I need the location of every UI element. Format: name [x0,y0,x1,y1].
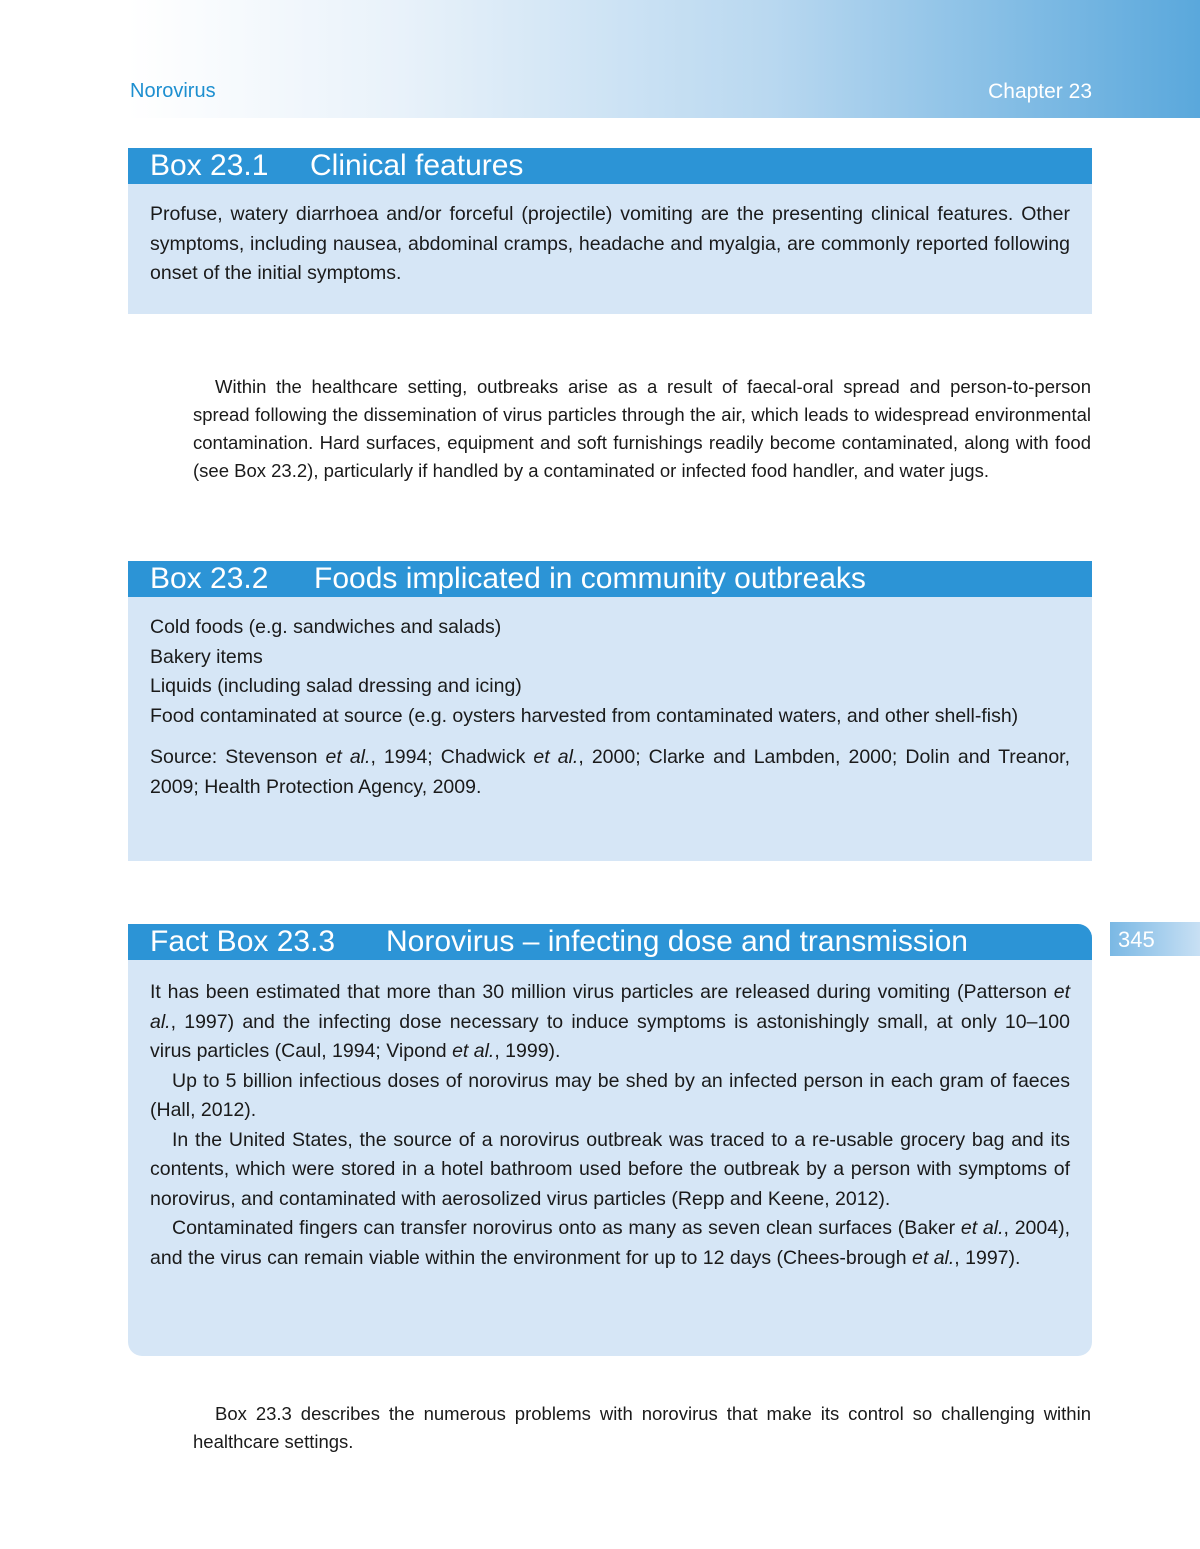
box-header [128,924,1092,960]
box-title: Foods implicated in community outbreaks [314,562,866,595]
paragraph-text: Within the healthcare setting, outbreaks arise as a result of faecal-oral spread and person-to-person spread following the dissemination of virus particles through the air, which leads to widespread environmental contamination. Hard surfaces, equipment and soft furnishings readily become contaminated, along with food (see Box 23.2), particularly if handled by a contaminated or infected food handler, and water jugs. [193,376,1091,481]
list-item: Cold foods (e.g. sandwiches and salads) [150,616,502,638]
box-foods-implicated [128,561,1092,861]
box-clinical-features [128,148,1092,314]
box-title: Norovirus – infecting dose and transmission [386,925,968,958]
box-text: Profuse, watery diarrhoea and/or forceful (projectile) vomiting are the presenting clinical features. Other symptoms, including nausea, abdominal cramps, headache and myalgia, are commonly reported following onset of the initial symptoms. [150,203,1070,284]
page-number: 345 [1110,922,1200,956]
fact-paragraph: It has been estimated that more than 30 million virus particles are released during vomiting (Patterson et al., 1997) and the infecting dose necessary to induce symptoms is astonishingly small, at only 10–100 virus particles (Caul, 1994; Vipond et al., 1999). [150,981,1070,1062]
body-paragraph [193,1400,1091,1456]
box-title: Clinical features [310,149,524,182]
box-body [128,184,1092,289]
running-title: Norovirus [130,80,216,102]
box-number: Box 23.2 [150,562,269,595]
box-body [128,597,1092,802]
box-body [128,960,1092,1273]
box-header [128,561,1092,597]
fact-box-infecting-dose [128,924,1092,1356]
body-paragraph [193,373,1091,485]
fact-paragraph: In the United States, the source of a norovirus outbreak was traced to a re-usable grocery bag and its contents, which were stored in a hotel bathroom used before the outbreak by a person with symptoms of norovirus, and contaminated with aerosolized virus particles (Repp and Keene, 2012). [150,1128,1070,1210]
fact-paragraph: Contaminated fingers can transfer norovirus onto as many as seven clean surfaces (Baker et al., 2004), and the virus can remain viable within the environment for up to 12 days (Chees-brough et al., 1997). [150,1217,1070,1269]
list-item: Bakery items [150,645,263,668]
fact-paragraph: Up to 5 billion infectious doses of norovirus may be shed by an infected person in each gram of faeces (Hall, 2012). [150,1069,1070,1121]
box-header [128,148,1092,184]
source-citation: Source: Stevenson et al., 1994; Chadwick et al., 2000; Clarke and Lambden, 2000; Dolin and Treanor, 2009; Health Protection Agency, 2009. [150,746,1071,798]
box-number: Fact Box 23.3 [150,925,336,958]
chapter-label: Chapter 23 [988,80,1092,103]
list-item: Liquids (including salad dressing and icing) [150,675,522,697]
box-number: Box 23.1 [150,149,269,182]
list-item: Food contaminated at source (e.g. oysters harvested from contaminated waters, and other shell-fish) [150,704,1019,727]
paragraph-text: Box 23.3 describes the numerous problems with norovirus that make its control so challenging within healthcare settings. [193,1403,1091,1452]
